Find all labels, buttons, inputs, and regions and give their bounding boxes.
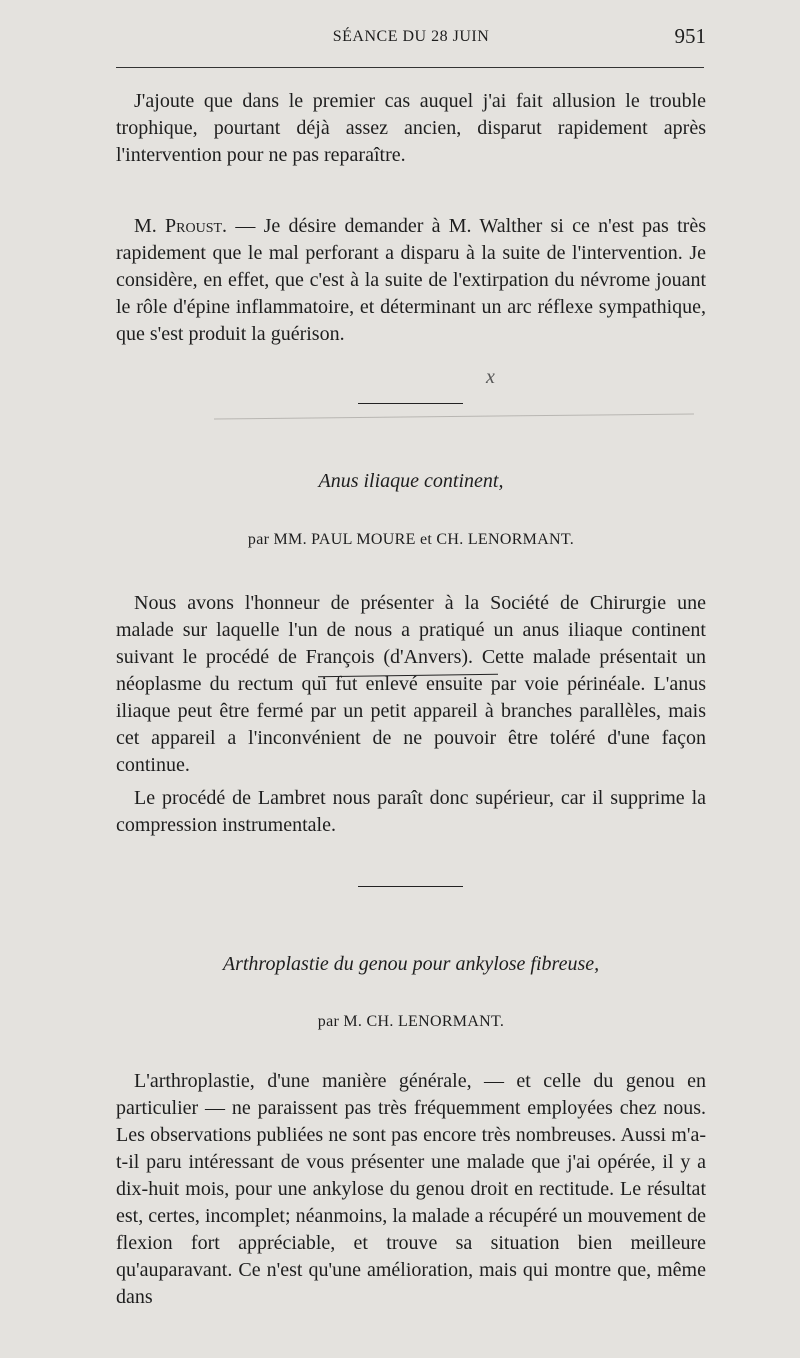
article-paragraph: L'arthroplastie, d'une manière générale, — et celle du genou en particulier — ne paraissent pas très fréquemment employées chez nous. Les observations publiées ne sont pas encore très nombreuses. Aussi m'a-t-il paru intéressant de vous présenter une malade que j'ai opérée, il y a dix-huit mois, pour une ankylose du genou droit en rectitude. Le résultat est, certes, incomplet; néanmoins, la malade a récupéré un mouvement de flexion fort appréciable, et trouve sa situation bien meilleure qu'auparavant. Ce n'est qu'une amélioration, mais qui montre que, même dans <box>116 1070 706 1308</box>
running-title: SÉANCE DU 28 JUIN <box>332 28 490 45</box>
speaker-name: M. Proust. <box>134 215 228 237</box>
article-byline: par MM. PAUL MOURE et CH. LENORMANT. <box>247 531 575 548</box>
paragraph-continuation: J'ajoute que dans le premier cas auquel j'ai fait allusion le trouble trophique, pourtant déjà assez ancien, disparut rapidement après l'intervention pour ne pas reparaître. <box>116 90 706 166</box>
section-separator <box>358 403 463 404</box>
article-byline: par M. CH. LENORMANT. <box>317 1013 505 1030</box>
section-separator <box>358 886 463 887</box>
article-title: Arthroplastie du genou pour ankylose fibreuse, <box>222 953 600 975</box>
article-title: Anus iliaque continent, <box>318 470 504 492</box>
article-paragraph: Le procédé de Lambret nous paraît donc supérieur, car il supprime la compression instrumentale. <box>116 787 706 836</box>
proust-remark <box>116 213 706 348</box>
running-head <box>116 22 706 52</box>
header-rule <box>116 67 704 68</box>
article-paragraph: Nous avons l'honneur de présenter à la Société de Chirurgie une malade sur laquelle l'un de nous a pratiqué un anus iliaque continent suivant le procédé de François (d'Anvers). Cette malade présentait un néoplasme du rectum qui fut enlevé ensuite par voie périnéale. L'anus iliaque peut être fermé par un petit appareil à branches parallèles, mais cet appareil a l'inconvénient de ne pouvoir être toléré d'une façon continue. <box>116 592 706 776</box>
pencil-stroke <box>214 413 694 419</box>
page-number: 951 <box>674 24 706 48</box>
proust-remark-text: — Je désire demander à M. Walther si ce n'est pas très rapidement que le mal perforant a disparu à la suite de l'intervention. Je considère, en effet, que c'est à la suite de l'extirpation du névrome jouant le rôle d'épine inflammatoire, et déterminant un arc réflexe sympathique, que s'est produit la guérison. <box>116 215 706 345</box>
pencil-annotation: x <box>486 366 495 388</box>
